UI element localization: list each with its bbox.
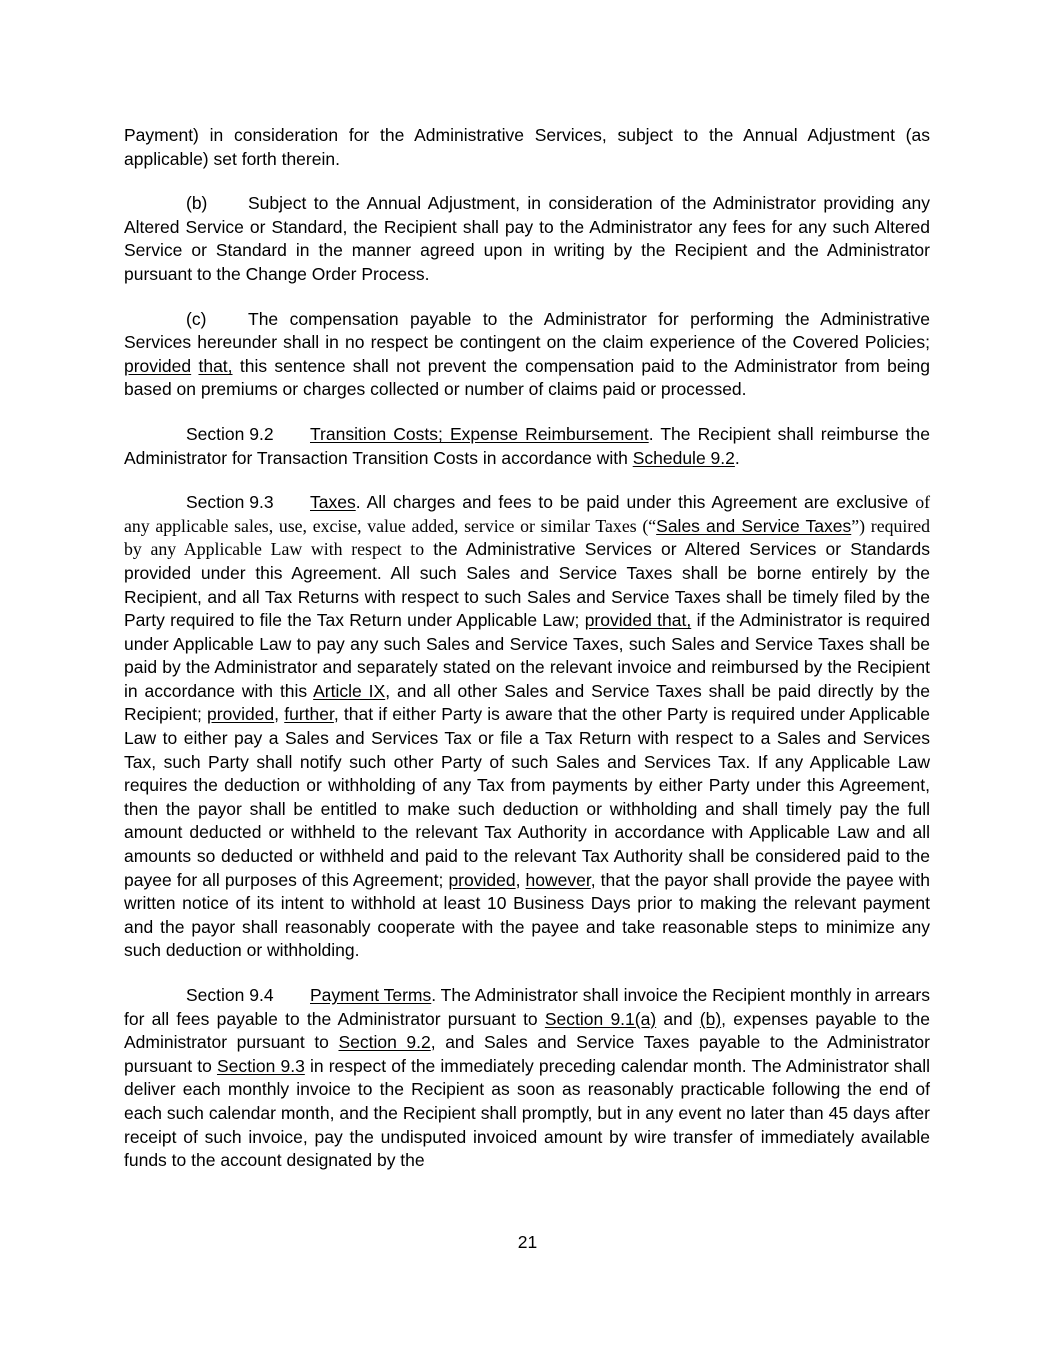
paragraph-text: Payment) in consideration for the Administrative Services, subject to the Annual Adjustment (as applicable) set forth therein. [124,125,930,169]
paragraph-c [124,308,930,402]
defined-term: Sales and Service Taxes [656,515,852,536]
section-heading: Taxes [310,492,356,513]
paragraph-text: ”) required by any Applicable Law with respect to [124,515,931,560]
comma: , [274,704,280,725]
provided-that-term: provided that, [584,610,692,631]
comma: , [515,869,521,890]
section-reference: Section 9.2 [338,1032,431,1053]
page-number: 21 [517,1232,538,1252]
paragraph-text: and [663,1008,693,1029]
further-term: further [284,704,334,725]
section-9-2 [124,423,930,470]
article-reference: Article IX [313,680,386,701]
paragraph-continuation [124,124,930,171]
paragraph-text: Subject to the Annual Adjustment, in consideration of the Administrator providing any Altered Service or Standard, the Recipient shall pay to the Administrator any fees for any such Altered Service or Standard in the manner agreed upon in writing by the Recipient and the Administrator pursuant to the Change Order Process. [124,193,930,284]
paragraph-text: , expenses payable to the Administrator pursuant to [124,1008,930,1053]
paragraph-text: , that the payor shall provide the payee with written notice of its intent to withhold at least 10 Business Days prior to making the relevant payment and the payor shall reasonably cooperate with the payee and take reasonable steps to minimize any such deduction or withholding. [124,869,930,961]
paragraph-text: . All charges and fees to be paid under this Agreement are exclusive [355,492,909,513]
paragraph-text: this sentence shall not prevent the compensation paid to the Administrator from being based on premiums or charges collected or number of claims paid or processed. [124,355,930,400]
paragraph-text: the Administrative Services or Altered Services or Standards provided under this Agreement. All such Sales and Service Taxes shall be borne entirely by the Recipient, and all Tax Returns with respect to such Sales and Service Taxes shall be timely filed by the Party required to file the Tax Return under Applicable Law; [124,539,930,631]
section-reference: Section 9.3 [216,1055,305,1076]
that-term: that, [198,355,233,376]
however-term: however [525,869,591,890]
paragraph-text: . [734,447,740,468]
paragraph-text: . The Administrator shall invoice the Recipient monthly in arrears for all fees payable to the Administrator pursuant to [124,985,931,1029]
paragraph-marker: (b) [186,193,208,214]
paragraph-text: . The Recipient shall reimburse the Administrator for Transaction Transition Costs in accordance with [124,423,930,468]
paragraph-b [124,192,930,286]
section-number: Section 9.4 [186,985,274,1005]
paragraph-text: , and Sales and Service Taxes payable to the Administrator pursuant to [124,1032,930,1076]
paragraph-text: in respect of the immediately preceding calendar month. The Administrator shall deliver each monthly invoice to the Recipient as soon as reasonably practicable following the end of each such calendar month, and the Recipient shall promptly, but in any event no later than 45 days after receipt of such invoice, pay the undisputed invoiced amount by wire transfer of immediately available funds to the account designated by the [124,1055,931,1171]
paragraph-marker: (c) [186,308,207,329]
paragraph-text: of any applicable sales, use, excise, value added, service or similar Taxes (“ [124,492,930,536]
provided-term: provided [124,355,192,376]
paragraph-text: if the Administrator is required under Applicable Law to pay any such Sales and Service Taxes, such Sales and Service Taxes shall be paid by the Administrator and separately stated on the relevant invoice and reimbursed by the Recipient in accordance with this [124,610,930,701]
paragraph-text: , that if either Party is aware that the other Party is required under Applicable Law to either pay a Sales and Services Tax or file a Tax Return with respect to a Sales and Services Tax, such Party shall notify such other Party of such Sales and Services Tax. If any Applicable Law requires the deduction or withholding of any Tax from payments by either Party under this Agreement, then the payor shall be entitled to make such deduction or withholding and shall timely pay the full amount deducted or withheld to the relevant Tax Authority in accordance with Applicable Law and all amounts so deducted or withheld and paid to the relevant Tax Authority shall be considered paid to the payee for all purposes of this Agreement; [124,704,930,890]
page-body [124,124,930,1194]
provided-term: provided [448,869,516,890]
section-reference: Section 9.1(a) [544,1008,657,1029]
section-heading: Payment Terms [310,985,432,1005]
section-number: Section 9.3 [186,492,274,513]
schedule-reference: Schedule 9.2 [632,447,735,468]
paragraph-text: , and all other Sales and Service Taxes shall be paid directly by the Recipient; [124,680,930,725]
section-9-3 [124,491,930,963]
section-heading: Transition Costs; Expense Reimbursement [310,423,649,444]
section-number: Section 9.2 [186,423,274,444]
provided-term: provided [207,704,275,725]
section-reference: (b) [699,1008,722,1029]
paragraph-text: The compensation payable to the Administrator for performing the Administrative Services hereunder shall in no respect be contingent on the claim experience of the Covered Policies; [124,308,930,353]
section-9-4 [124,984,930,1173]
